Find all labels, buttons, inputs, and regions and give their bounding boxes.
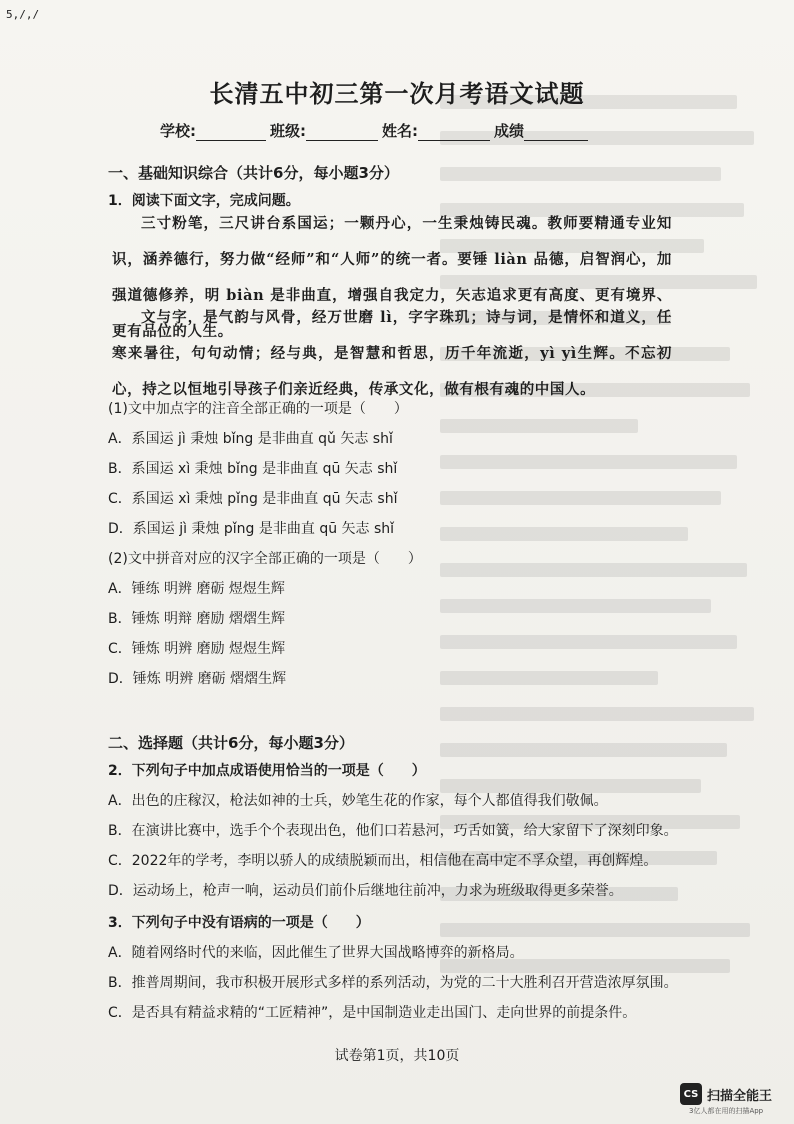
score-field[interactable] <box>524 125 588 141</box>
q1-sub2-option-a[interactable]: A．锤练 明辨 磨砺 煜煜生辉 <box>108 581 285 597</box>
q3-option-c[interactable]: C．是否具有精益求精的“工匠精神”，是中国制造业走出国门、走向世界的前提条件。 <box>108 1005 637 1021</box>
class-label: 班级: <box>270 122 306 140</box>
camscanner-logo-icon: CS <box>680 1083 702 1105</box>
passage-paragraph-2: 文与字，是气韵与风骨，经万世磨 lì，字字珠玑；诗与词，是情怀和道义，任寒来暑往，句句动情；经与典，是智慧和哲思，历千年流逝，yì yì生辉。不忘初心，持之以恒地引导孩子们亲近经典，传承文化，做有根有魂的中国人。 <box>112 309 672 398</box>
q1-sub2-option-c[interactable]: C．锤炼 明辨 磨励 煜煜生辉 <box>108 641 286 657</box>
passage-paragraph-1: 三寸粉笔，三尺讲台系国运；一颗丹心，一生秉烛铸民魂。教师要精通专业知识，涵养德行，努力做“经师”和“人师”的统一者。要锤 liàn 品德，启智润心，加强道德修养，明 biàn 是非曲直，增强自我定力，矢志追求更有高度、更有境界、更有品位的人生。 <box>112 215 672 340</box>
q1-sub1-option-d[interactable]: D．系国运 jì 秉烛 pǐng 是非曲直 qū 矢志 shǐ <box>108 521 395 537</box>
q2-option-c[interactable]: C．2022年的学考，李明以骄人的成绩脱颖而出，相信他在高中定不孚众望，再创辉煌。 <box>108 853 658 869</box>
q1-sub1-option-a[interactable]: A．系国运 jì 秉烛 bǐng 是非曲直 qǔ 矢志 shǐ <box>108 431 393 447</box>
class-field[interactable] <box>306 125 378 141</box>
scanner-watermark <box>680 1083 772 1105</box>
question-3: 3．下列句子中没有语病的一项是（ ） <box>108 915 370 931</box>
student-info-line <box>160 120 592 141</box>
question-2: 2．下列句子中加点成语使用恰当的一项是（ ） <box>108 763 426 779</box>
brand-tagline: 3亿人都在用的扫描App <box>689 1107 764 1115</box>
q2-option-b[interactable]: B．在演讲比赛中，选手个个表现出色，他们口若悬河，巧舌如簧，给大家留下了深刻印象。 <box>108 823 678 839</box>
page-footer: 试卷第1页，共10页 <box>334 1048 460 1064</box>
section1-heading: 一、基础知识综合（共计6分，每小题3分） <box>108 164 399 182</box>
name-field[interactable] <box>418 125 490 141</box>
score-label: 成绩 <box>494 122 525 140</box>
section2-heading: 二、选择题（共计6分，每小题3分） <box>108 734 354 752</box>
q1-sub1-option-c[interactable]: C．系国运 xì 秉烛 pǐng 是非曲直 qū 矢志 shǐ <box>108 491 398 507</box>
question-1-sub2: (2)文中拼音对应的汉字全部正确的一项是（ ） <box>108 551 422 567</box>
q3-option-b[interactable]: B．推普周期间，我市积极开展形式多样的系列活动，为党的二十大胜利召开营造浓厚氛围。 <box>108 975 678 991</box>
school-field[interactable] <box>196 125 266 141</box>
name-label: 姓名: <box>382 122 418 140</box>
brand-name: 扫描全能王 <box>707 1088 773 1104</box>
q1-sub2-option-d[interactable]: D．锤炼 明辨 磨砺 熠熠生辉 <box>108 671 287 687</box>
q1-sub1-option-b[interactable]: B．系国运 xì 秉烛 bǐng 是非曲直 qū 矢志 shǐ <box>108 461 398 477</box>
question-1-sub1: (1)文中加点字的注音全部正确的一项是（ ） <box>108 401 408 417</box>
page-title: 长清五中初三第一次月考语文试题 <box>209 80 585 108</box>
corner-mark: 5,/,/ <box>6 8 40 21</box>
question-1: 1．阅读下面文字，完成问题。 <box>108 193 300 209</box>
q1-sub2-option-b[interactable]: B．锤炼 明辩 磨励 熠熠生辉 <box>108 611 285 627</box>
q3-option-a[interactable]: A．随着网络时代的来临，因此催生了世界大国战略博弈的新格局。 <box>108 945 524 961</box>
school-label: 学校: <box>160 122 196 140</box>
q2-option-a[interactable]: A．出色的庄稼汉，枪法如神的士兵，妙笔生花的作家，每个人都值得我们敬佩。 <box>108 793 608 809</box>
q2-option-d[interactable]: D．运动场上，枪声一响，运动员们前仆后继地往前冲，力求为班级取得更多荣誉。 <box>108 883 623 899</box>
